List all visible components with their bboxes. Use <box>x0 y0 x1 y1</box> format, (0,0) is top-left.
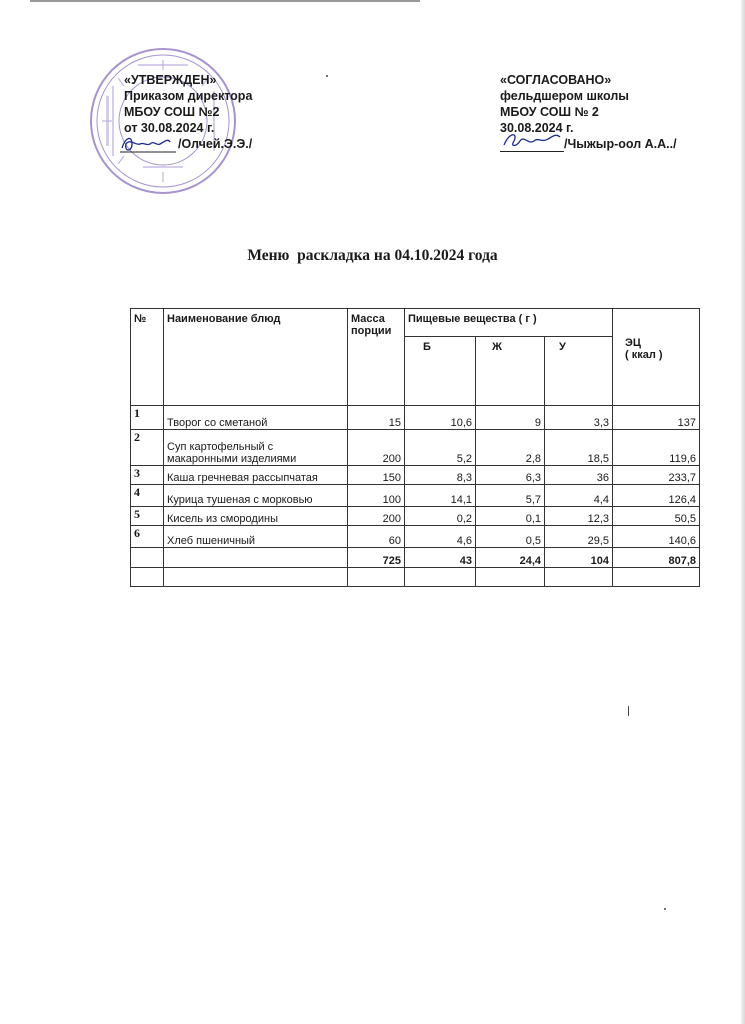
agreement-signature-row <box>500 136 677 152</box>
row-fat: 5,7 <box>476 485 545 507</box>
row-num: 2 <box>131 430 164 466</box>
scan-edge <box>30 0 420 2</box>
agreement-block <box>500 72 677 152</box>
row-num: 5 <box>131 507 164 526</box>
agreement-date: 30.08.2024 г. <box>500 121 574 135</box>
approval-order: Приказом директора <box>124 89 253 103</box>
col-header-name: Наименование блюд <box>164 309 348 406</box>
scan-speck <box>664 908 666 910</box>
row-num: 3 <box>131 466 164 485</box>
table-header-row <box>131 309 700 337</box>
row-mass: 100 <box>348 485 405 507</box>
approval-block <box>124 72 252 152</box>
col-header-nutrients: Пищевые вещества ( г ) <box>405 309 613 337</box>
agreement-title: «СОГЛАСОВАНО» <box>500 73 612 87</box>
row-dish-name: Кисель из смородины <box>164 507 348 526</box>
total-zh: 24,4 <box>476 548 545 568</box>
approval-signature-row <box>124 136 252 152</box>
row-carbs: 4,4 <box>545 485 613 507</box>
row-mass: 60 <box>348 526 405 548</box>
table-body <box>131 406 700 548</box>
scan-speck <box>628 706 629 716</box>
agreement-role: фельдшером школы <box>500 89 629 103</box>
col-header-u: У <box>545 337 613 406</box>
row-carbs: 36 <box>545 466 613 485</box>
table-row <box>131 526 700 548</box>
row-energy: 140,6 <box>613 526 700 548</box>
row-carbs: 12,3 <box>545 507 613 526</box>
row-fat: 0,5 <box>476 526 545 548</box>
page-title: Меню раскладка на 04.10.2024 года <box>247 247 498 264</box>
handwritten-signature <box>124 138 178 152</box>
total-mass: 725 <box>348 548 405 568</box>
row-dish-name: Курица тушеная с морковью <box>164 485 348 507</box>
row-mass: 200 <box>348 430 405 466</box>
row-energy: 233,7 <box>613 466 700 485</box>
handwritten-signature <box>500 137 564 152</box>
col-header-mass: Масса порции <box>348 309 405 406</box>
table-row <box>131 466 700 485</box>
row-fat: 2,8 <box>476 430 545 466</box>
col-header-num: № <box>131 309 164 406</box>
row-dish-name: Творог со сметаной <box>164 406 348 430</box>
row-protein: 8,3 <box>405 466 476 485</box>
row-num: 4 <box>131 485 164 507</box>
table-row <box>131 406 700 430</box>
table-row <box>131 430 700 466</box>
row-energy: 126,4 <box>613 485 700 507</box>
row-mass: 200 <box>348 507 405 526</box>
agreement-signature-name: /Чыжыр-оол А.А../ <box>564 137 677 151</box>
row-energy: 50,5 <box>613 507 700 526</box>
col-header-ec-unit: ( ккал ) <box>625 349 663 361</box>
scan-speck <box>326 75 328 77</box>
col-header-zh: Ж <box>476 337 545 406</box>
approval-title: «УТВЕРЖДЕН» <box>124 73 217 87</box>
total-u: 104 <box>545 548 613 568</box>
row-num: 1 <box>131 406 164 430</box>
total-ec: 807,8 <box>613 548 700 568</box>
row-fat: 9 <box>476 406 545 430</box>
row-energy: 137 <box>613 406 700 430</box>
table-total-row <box>131 548 700 568</box>
agreement-school: МБОУ СОШ № 2 <box>500 105 599 119</box>
scan-edge <box>741 0 745 1024</box>
row-num: 6 <box>131 526 164 548</box>
row-protein: 10,6 <box>405 406 476 430</box>
col-header-ec-label: ЭЦ <box>625 337 641 349</box>
approval-date: от 30.08.2024 г. <box>124 121 215 135</box>
total-b: 43 <box>405 548 476 568</box>
row-dish-name: Суп картофельный с макаронными изделиями <box>164 430 348 466</box>
approval-signature-name: /Олчей.Э.Э./ <box>178 137 253 151</box>
row-carbs: 29,5 <box>545 526 613 548</box>
row-protein: 4,6 <box>405 526 476 548</box>
row-protein: 5,2 <box>405 430 476 466</box>
col-header-ec <box>613 309 700 406</box>
row-fat: 6,3 <box>476 466 545 485</box>
table-row <box>131 485 700 507</box>
row-protein: 14,1 <box>405 485 476 507</box>
row-mass: 150 <box>348 466 405 485</box>
row-protein: 0,2 <box>405 507 476 526</box>
row-energy: 119,6 <box>613 430 700 466</box>
col-header-b: Б <box>405 337 476 406</box>
approval-school: МБОУ СОШ №2 <box>124 105 220 119</box>
table-empty-row <box>131 568 700 587</box>
row-carbs: 18,5 <box>545 430 613 466</box>
menu-table <box>130 308 700 587</box>
row-carbs: 3,3 <box>545 406 613 430</box>
table-row <box>131 507 700 526</box>
row-fat: 0,1 <box>476 507 545 526</box>
row-dish-name: Каша гречневая рассыпчатая <box>164 466 348 485</box>
row-dish-name: Хлеб пшеничный <box>164 526 348 548</box>
row-mass: 15 <box>348 406 405 430</box>
